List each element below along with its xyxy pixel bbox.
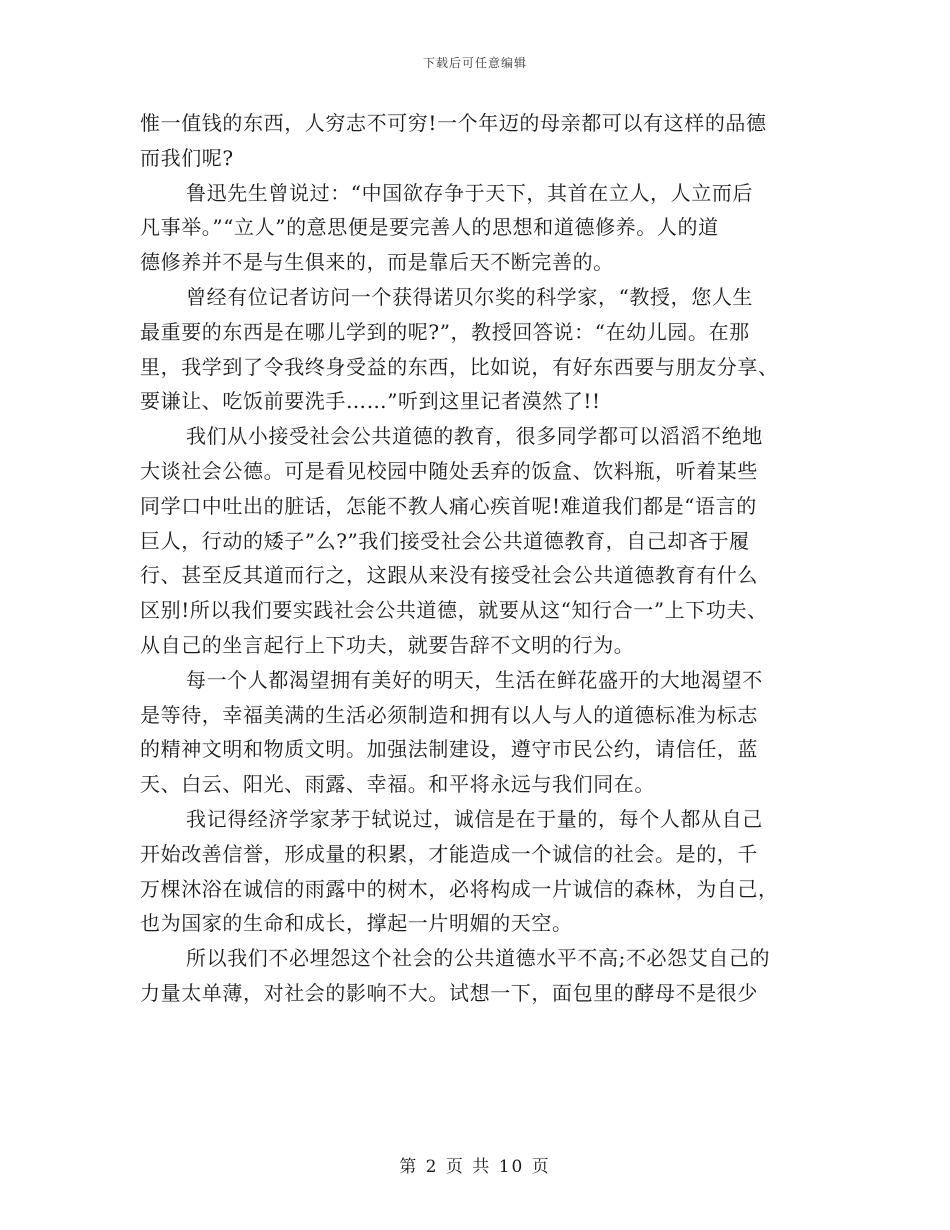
text-line: 每一个人都渴望拥有美好的明天，生活在鲜花盛开的大地渴望不: [186, 667, 763, 692]
text-line: 是等待，幸福美满的生活必须制造和拥有以人与人的道德标准为标志: [140, 702, 758, 727]
paragraph-4: [140, 419, 820, 663]
page-number-footer: 第 2 页 共 10 页: [399, 1157, 551, 1177]
text-line: 的精神文明和物质文明。加强法制建设，遵守市民公约，请信任，蓝: [140, 737, 758, 762]
text-line: 从自己的坐言起行上下功夫，就要告辞不文明的行为。: [140, 632, 635, 657]
text-line: 曾经有位记者访问一个获得诺贝尔奖的科学家，“教授，您人生: [186, 284, 754, 309]
text-line: 惟一值钱的东西，人穷志不可穷!一个年迈的母亲都可以有这样的品德: [140, 111, 767, 135]
text-line: 力量太单薄，对社会的影响不大。试想一下，面包里的酵母不是很少: [140, 980, 758, 1005]
text-line: 也为国家的生命和成长，撑起一片明媚的天空。: [140, 911, 573, 936]
text-line: 我记得经济学家茅于轼说过，诚信是在于量的，每个人都从自己: [186, 806, 763, 831]
text-line: 行、甚至反其道而行之，这跟从来没有接受社会公共道德教育有什么: [140, 563, 758, 588]
paragraph-2: [140, 176, 820, 280]
text-line: 凡事举。”“立人”的意思便是要完善人的思想和道德修养。人的道: [140, 215, 719, 240]
paragraph-7: [140, 941, 820, 1011]
text-line: 最重要的东西是在哪儿学到的呢?”，教授回答说：“在幼儿园。在那: [140, 319, 750, 344]
page-header: 下载后可任意编辑: [422, 56, 527, 70]
text-line: 而我们呢?: [140, 145, 234, 170]
text-line: 所以我们不必埋怨这个社会的公共道德水平不高;不必怨艾自己的: [186, 946, 771, 971]
text-line: 同学口中吐出的脏话，怎能不教人痛心疾首呢!难道我们都是“语言的: [140, 493, 757, 518]
paragraph-5: [140, 663, 820, 802]
text-line: 天、白云、阳光、雨露、幸福。和平将永远与我们同在。: [140, 772, 655, 797]
paragraph-1: [140, 106, 820, 176]
text-line: 里，我学到了令我终身受益的东西，比如说，有好东西要与朋友分享、: [140, 354, 779, 379]
text-line: 要谦让、吃饭前要洗手……”听到这里记者漠然了!!: [140, 389, 601, 414]
text-line: 区别!所以我们要实践社会公共道德，就要从这“知行合一”上下功夫、: [140, 598, 768, 623]
text-line: 巨人，行动的矮子”么?”我们接受社会公共道德教育，自己却吝于履: [140, 528, 750, 553]
text-line: 大谈社会公德。可是看见校园中随处丢弃的饭盒、饮料瓶，听着某些: [140, 458, 758, 483]
document-body: [140, 106, 820, 1011]
text-line: 万棵沐浴在诚信的雨露中的树木，必将构成一片诚信的森林，为自己，: [140, 876, 779, 901]
text-line: 开始改善信誉，形成量的积累，才能造成一个诚信的社会。是的，千: [140, 841, 758, 866]
paragraph-6: [140, 802, 820, 941]
paragraph-3: [140, 280, 820, 419]
text-line: 鲁迅先生曾说过：“中国欲存争于天下，其首在立人，人立而后: [186, 180, 754, 205]
text-line: 我们从小接受社会公共道德的教育，很多同学都可以滔滔不绝地: [186, 424, 763, 449]
text-line: 德修养并不是与生俱来的，而是靠后天不断完善的。: [140, 250, 614, 275]
